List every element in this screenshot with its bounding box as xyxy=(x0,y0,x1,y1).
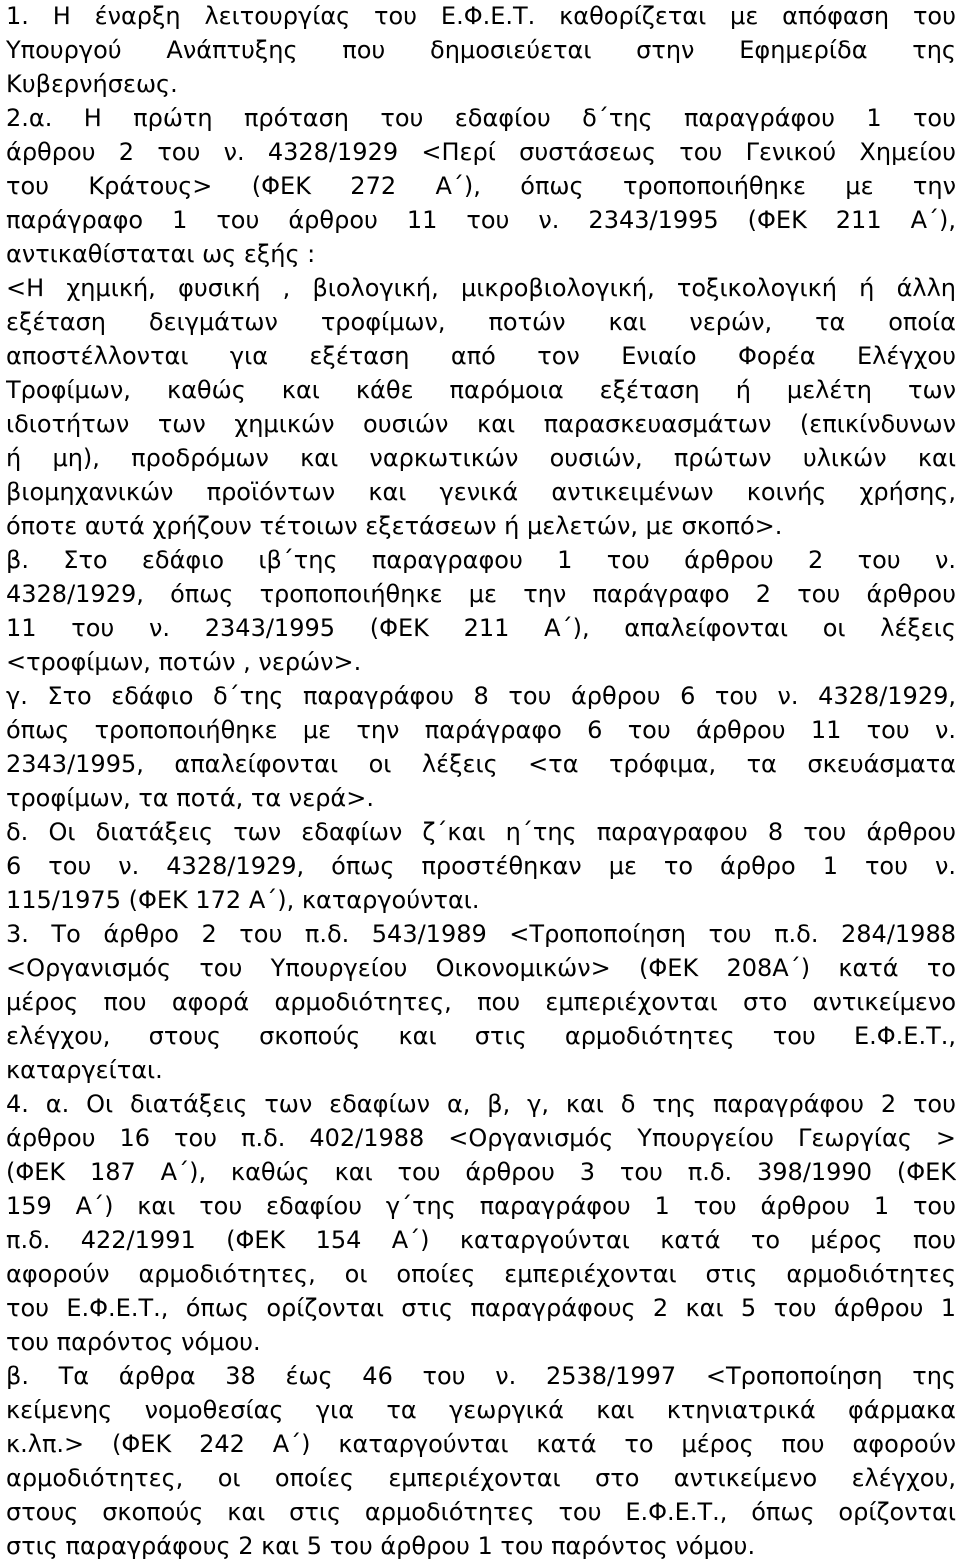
text-line: 159 Α΄) και του εδαφίου γ΄της παραγράφου 1 του άρθρου 1 του xyxy=(6,1192,956,1220)
text-line: <Η χημική, φυσική , βιολογική, μικροβιολογική, τοξικολογική ή άλλη xyxy=(6,274,956,302)
text-line: βιομηχανικών προϊόντων και γενικά αντικειμένων κοινής χρήσης, xyxy=(6,478,956,506)
text-line: 1. Η έναρξη λειτουργίας του Ε.Φ.Ε.Τ. καθορίζεται με απόφαση του xyxy=(6,2,956,30)
text-line: στις παραγράφους 2 και 5 του άρθρου 1 του παρόντος νόμου. xyxy=(6,1532,756,1560)
text-line: Υπουργού Ανάπτυξης που δημοσιεύεται στην Εφημερίδα της xyxy=(6,36,956,64)
text-line: εξέταση δειγμάτων τροφίμων, ποτών και νερών, τα οποία xyxy=(6,308,956,336)
text-line: 115/1975 (ΦΕΚ 172 Α΄), καταργούνται. xyxy=(6,886,480,914)
text-line: ή μη), προδρόμων και ναρκωτικών ουσιών, πρώτων υλικών και xyxy=(6,444,956,472)
text-line: παράγραφο 1 του άρθρου 11 του ν. 2343/1995 (ΦΕΚ 211 Α΄), xyxy=(6,206,956,234)
text-line: (ΦΕΚ 187 Α΄), καθώς και του άρθρου 3 του π.δ. 398/1990 (ΦΕΚ xyxy=(6,1158,956,1186)
text-line: Τροφίμων, καθώς και κάθε παρόμοια εξέταση ή μελέτη των xyxy=(6,376,956,404)
text-line: γ. Στο εδάφιο δ΄της παραγράφου 8 του άρθρου 6 του ν. 4328/1929, xyxy=(6,682,956,710)
text-line: <Οργανισμός του Υπουργείου Οικονομικών> (ΦΕΚ 208Α΄) κατά το xyxy=(6,954,956,982)
text-line: β. Στο εδάφιο ιβ΄της παραγραφου 1 του άρθρου 2 του ν. xyxy=(6,546,956,574)
text-line: 2.α. Η πρώτη πρόταση του εδαφίου δ΄της παραγράφου 1 του xyxy=(6,104,956,132)
text-line: αποστέλλονται για εξέταση από τον Ενιαίο Φορέα Ελέγχου xyxy=(6,342,956,370)
text-line: τροφίμων, τα ποτά, τα νερά>. xyxy=(6,784,374,812)
text-line: του Ε.Φ.Ε.Τ., όπως ορίζονται στις παραγράφους 2 και 5 του άρθρου 1 xyxy=(6,1294,956,1322)
text-line: ιδιοτήτων των χημικών ουσιών και παρασκευασμάτων (επικίνδυνων xyxy=(6,410,956,438)
document-body xyxy=(6,0,956,1563)
text-line: όπως τροποποιήθηκε με την παράγραφο 6 του άρθρου 11 του ν. xyxy=(6,716,956,744)
text-line: μέρος που αφορά αρμοδιότητες, που εμπεριέχονται στο αντικείμενο xyxy=(6,988,956,1016)
text-line: κείμενης νομοθεσίας για τα γεωργικά και κτηνιατρικά φάρμακα xyxy=(6,1396,956,1424)
text-line: στους σκοπούς και στις αρμοδιότητες του Ε.Φ.Ε.Τ., όπως ορίζονται xyxy=(6,1498,956,1526)
text-line: 11 του ν. 2343/1995 (ΦΕΚ 211 Α΄), απαλείφονται οι λέξεις xyxy=(6,614,956,642)
text-line: 2343/1995, απαλείφονται οι λέξεις <τα τρόφιμα, τα σκευάσματα xyxy=(6,750,956,778)
text-line: άρθρου 2 του ν. 4328/1929 <Περί συστάσεως του Γενικού Χημείου xyxy=(6,138,956,166)
text-line: όποτε αυτά χρήζουν τέτοιων εξετάσεων ή μελετών, με σκοπό>. xyxy=(6,512,783,540)
text-line: 6 του ν. 4328/1929, όπως προστέθηκαν με το άρθρο 1 του ν. xyxy=(6,852,956,880)
text-line: β. Τα άρθρα 38 έως 46 του ν. 2538/1997 <Τροποποίηση της xyxy=(6,1362,956,1390)
text-line: π.δ. 422/1991 (ΦΕΚ 154 Α΄) καταργούνται κατά το μέρος που xyxy=(6,1226,956,1254)
text-line: καταργείται. xyxy=(6,1056,163,1084)
text-line: άρθρου 16 του π.δ. 402/1988 <Οργανισμός Υπουργείου Γεωργίας > xyxy=(6,1124,956,1152)
text-line: αφορούν αρμοδιότητες, οι οποίες εμπεριέχονται στις αρμοδιότητες xyxy=(6,1260,956,1288)
text-line: κ.λπ.> (ΦΕΚ 242 Α΄) καταργούνται κατά το μέρος που αφορούν xyxy=(6,1430,956,1458)
text-line: δ. Οι διατάξεις των εδαφίων ζ΄και η΄της παραγραφου 8 του άρθρου xyxy=(6,818,956,846)
text-line: 3. Το άρθρο 2 του π.δ. 543/1989 <Τροποποίηση του π.δ. 284/1988 xyxy=(6,920,956,948)
text-line: του παρόντος νόμου. xyxy=(6,1328,261,1356)
text-line: 4328/1929, όπως τροποποιήθηκε με την παράγραφο 2 του άρθρου xyxy=(6,580,956,608)
text-line: Κυβερνήσεως. xyxy=(6,70,178,98)
text-line: ελέγχου, στους σκοπούς και στις αρμοδιότητες του Ε.Φ.Ε.Τ., xyxy=(6,1022,956,1050)
text-line: 4. α. Οι διατάξεις των εδαφίων α, β, γ, και δ της παραγράφου 2 του xyxy=(6,1090,956,1118)
text-line: αρμοδιότητες, οι οποίες εμπεριέχονται στο αντικείμενο ελέγχου, xyxy=(6,1464,956,1492)
text-line: αντικαθίσταται ως εξής : xyxy=(6,240,316,268)
text-line: του Κράτους> (ΦΕΚ 272 Α΄), όπως τροποποιήθηκε με την xyxy=(6,172,956,200)
text-line: <τροφίμων, ποτών , νερών>. xyxy=(6,648,362,676)
